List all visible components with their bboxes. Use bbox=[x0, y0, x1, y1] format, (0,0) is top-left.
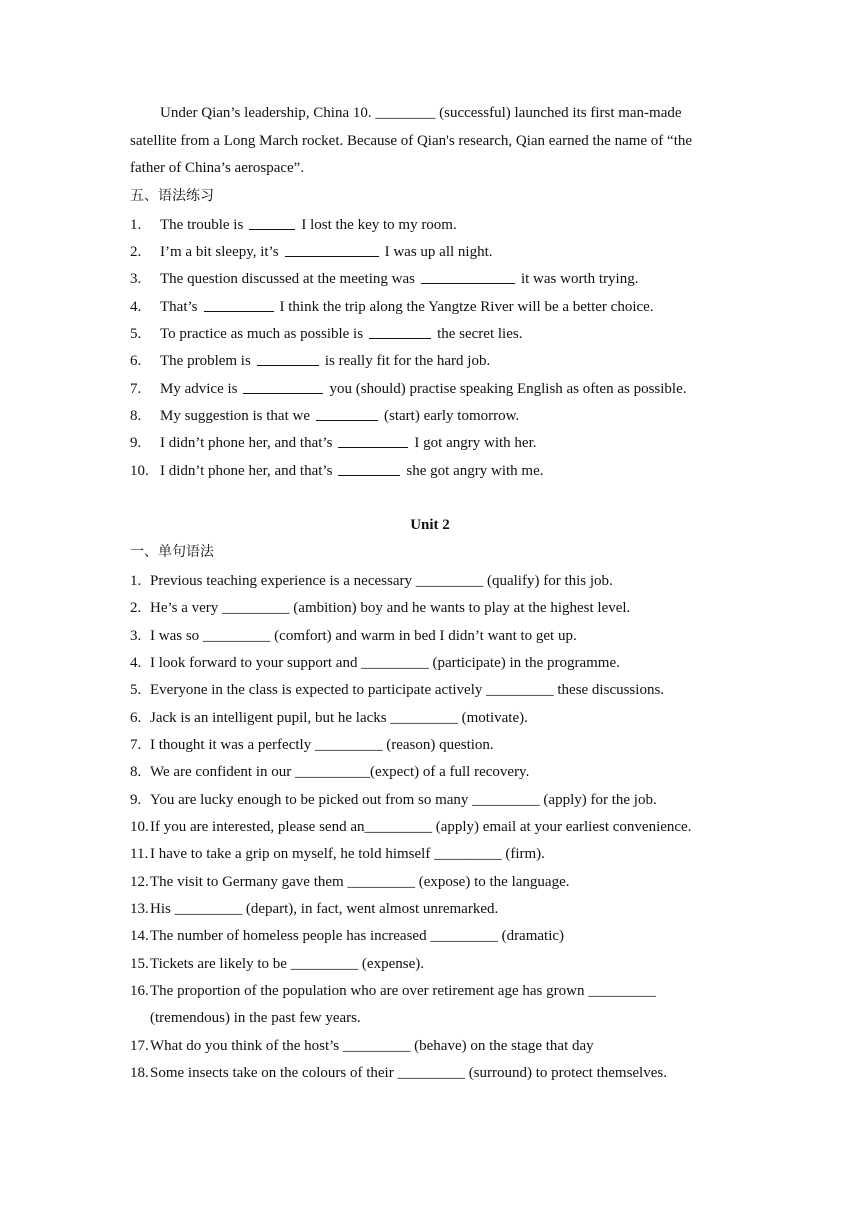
item-number: 8. bbox=[130, 407, 142, 424]
item-text-after: (start) early tomorrow. bbox=[384, 407, 520, 424]
list-item bbox=[130, 677, 730, 704]
item-number: 18. bbox=[130, 1065, 149, 1082]
item-text: I thought it was a perfectly _________ (reason) question. bbox=[150, 737, 494, 753]
item-number: 6. bbox=[130, 709, 142, 726]
item-number: 13. bbox=[130, 901, 149, 918]
item-text: Previous teaching experience is a necessary _________ (qualify) for this job. bbox=[150, 572, 613, 589]
item-number: 8. bbox=[130, 764, 142, 781]
item-text-after: the secret lies. bbox=[437, 325, 523, 342]
list-item bbox=[130, 266, 730, 293]
item-text: I was so _________ (comfort) and warm in bed I didn’t want to get up. bbox=[150, 627, 577, 644]
item-text bbox=[160, 266, 638, 293]
item-number: 6. bbox=[130, 353, 142, 370]
item-text: I look forward to your support and _________ (participate) in the programme. bbox=[150, 654, 620, 671]
single-sentence-grammar-list bbox=[130, 568, 730, 1088]
answer-blank[interactable] bbox=[338, 431, 408, 448]
item-text-after: I was up all night. bbox=[384, 243, 493, 260]
answer-blank[interactable] bbox=[285, 240, 379, 257]
item-text: We are confident in our __________(expect) of a full recovery. bbox=[150, 764, 530, 781]
item-number: 12. bbox=[130, 873, 149, 890]
item-text: Some insects take on the colours of their _________ (surround) to protect themselves. bbox=[150, 1065, 667, 1082]
item-text-after: I think the trip along the Yangtze River will be a better choice. bbox=[279, 298, 654, 315]
item-number: 5. bbox=[130, 682, 142, 699]
list-item bbox=[130, 239, 730, 266]
list-item bbox=[130, 430, 730, 457]
list-item bbox=[130, 294, 730, 321]
item-text-after: I got angry with her. bbox=[414, 435, 537, 452]
item-text-after: I lost the key to my room. bbox=[301, 216, 457, 233]
list-item bbox=[130, 814, 730, 841]
item-number: 1. bbox=[130, 572, 142, 589]
list-item bbox=[130, 321, 730, 348]
document-page bbox=[130, 100, 730, 1087]
answer-blank[interactable] bbox=[338, 459, 400, 476]
list-item bbox=[130, 732, 730, 759]
item-number: 11. bbox=[130, 846, 149, 863]
item-text: Everyone in the class is expected to participate actively _________ these discussions. bbox=[150, 682, 665, 699]
item-number: 1. bbox=[130, 216, 142, 233]
item-number: 2. bbox=[130, 600, 142, 617]
list-item bbox=[130, 896, 730, 923]
item-text: Tickets are likely to be _________ (expense). bbox=[150, 955, 424, 972]
list-item bbox=[130, 759, 730, 786]
grammar-practice-list bbox=[130, 212, 730, 485]
item-number: 3. bbox=[130, 627, 142, 644]
item-number: 14. bbox=[130, 928, 149, 945]
list-item bbox=[130, 568, 730, 595]
answer-blank[interactable] bbox=[421, 267, 515, 284]
item-text bbox=[160, 348, 490, 375]
answer-blank[interactable] bbox=[316, 404, 378, 421]
list-item bbox=[130, 1033, 730, 1060]
unit-title: Unit 2 bbox=[410, 516, 450, 533]
list-item bbox=[130, 595, 730, 622]
item-text bbox=[160, 212, 457, 239]
item-text bbox=[160, 430, 536, 457]
list-item bbox=[130, 869, 730, 896]
answer-blank[interactable] bbox=[249, 213, 295, 230]
item-text-before: My suggestion is that we bbox=[160, 407, 310, 424]
item-number: 5. bbox=[130, 325, 142, 342]
item-text-before: To practice as much as possible is bbox=[160, 325, 364, 342]
item-text: He’s a very _________ (ambition) boy and he wants to play at the highest level. bbox=[150, 600, 631, 617]
item-text: The number of homeless people has increased _________ (dramatic) bbox=[150, 928, 565, 945]
item-text bbox=[160, 376, 687, 403]
section-five-heading: 五、语法练习 bbox=[130, 187, 214, 204]
list-item bbox=[130, 212, 730, 239]
item-text: The proportion of the population who are over retirement age has grown _________ (tremendous) in the past few years. bbox=[150, 983, 656, 1027]
list-item bbox=[130, 348, 730, 375]
item-text: You are lucky enough to be picked out from so many _________ (apply) for the job. bbox=[150, 791, 657, 808]
item-number: 10. bbox=[130, 462, 149, 479]
item-text-before: I’m a bit sleepy, it’s bbox=[160, 243, 279, 260]
item-number: 3. bbox=[130, 271, 142, 288]
list-item bbox=[130, 978, 730, 1033]
item-text: I have to take a grip on myself, he told himself _________ (firm). bbox=[150, 846, 545, 863]
item-number: 7. bbox=[130, 737, 142, 753]
item-number: 15. bbox=[130, 955, 149, 972]
item-number: 9. bbox=[130, 435, 142, 452]
item-text-before: My advice is bbox=[160, 380, 238, 397]
list-item bbox=[130, 705, 730, 732]
item-number: 10. bbox=[130, 819, 149, 836]
item-text-after: it was worth trying. bbox=[520, 271, 639, 288]
answer-blank[interactable] bbox=[243, 377, 323, 394]
list-item bbox=[130, 1060, 730, 1087]
item-text-before: The trouble is bbox=[160, 216, 244, 233]
item-number: 16. bbox=[130, 983, 149, 1000]
list-item bbox=[130, 923, 730, 950]
item-text-before: The question discussed at the meeting was bbox=[160, 271, 415, 288]
item-text-before: The problem is bbox=[160, 353, 251, 370]
answer-blank[interactable] bbox=[257, 349, 319, 366]
item-text-before: I didn’t phone her, and that’s bbox=[160, 435, 333, 452]
list-item bbox=[130, 458, 730, 485]
item-text: Jack is an intelligent pupil, but he lacks _________ (motivate). bbox=[150, 709, 528, 726]
item-number: 4. bbox=[130, 654, 142, 671]
item-text bbox=[160, 321, 522, 348]
item-text: His _________ (depart), in fact, went almost unremarked. bbox=[150, 901, 499, 918]
item-number: 9. bbox=[130, 791, 142, 808]
item-text: If you are interested, please send an_________ (apply) email at your earliest convenience. bbox=[150, 819, 692, 836]
item-text-after: you (should) practise speaking English as often as possible. bbox=[329, 380, 687, 397]
item-text bbox=[160, 294, 654, 321]
item-number: 4. bbox=[130, 298, 142, 315]
intro-text: Under Qian’s leadership, China 10. ________ (successful) launched its first man-made satellite from a Long March rocket. Because of Qian's research, Qian earned the name of “the father of China’s aerospace”. bbox=[130, 105, 693, 176]
item-text bbox=[160, 239, 493, 266]
answer-blank[interactable] bbox=[369, 322, 431, 339]
item-text-before: That’s bbox=[160, 298, 198, 315]
answer-blank[interactable] bbox=[204, 295, 274, 312]
item-text: What do you think of the host’s _________ (behave) on the stage that day bbox=[150, 1037, 594, 1054]
item-number: 2. bbox=[130, 243, 142, 260]
item-number: 7. bbox=[130, 380, 142, 397]
item-text bbox=[160, 458, 543, 485]
list-item bbox=[130, 403, 730, 430]
item-text-before: I didn’t phone her, and that’s bbox=[160, 462, 333, 479]
list-item bbox=[130, 787, 730, 814]
list-item bbox=[130, 623, 730, 650]
list-item bbox=[130, 841, 730, 868]
item-number: 17. bbox=[130, 1037, 149, 1054]
list-item bbox=[130, 951, 730, 978]
list-item bbox=[130, 376, 730, 403]
item-text-after: is really fit for the hard job. bbox=[324, 353, 491, 370]
item-text: The visit to Germany gave them _________ (expose) to the language. bbox=[150, 873, 570, 890]
section-one-heading: 一、单句语法 bbox=[130, 543, 214, 560]
list-item bbox=[130, 650, 730, 677]
item-text bbox=[160, 403, 519, 430]
item-text-after: she got angry with me. bbox=[406, 462, 544, 479]
intro-paragraph bbox=[130, 100, 730, 183]
